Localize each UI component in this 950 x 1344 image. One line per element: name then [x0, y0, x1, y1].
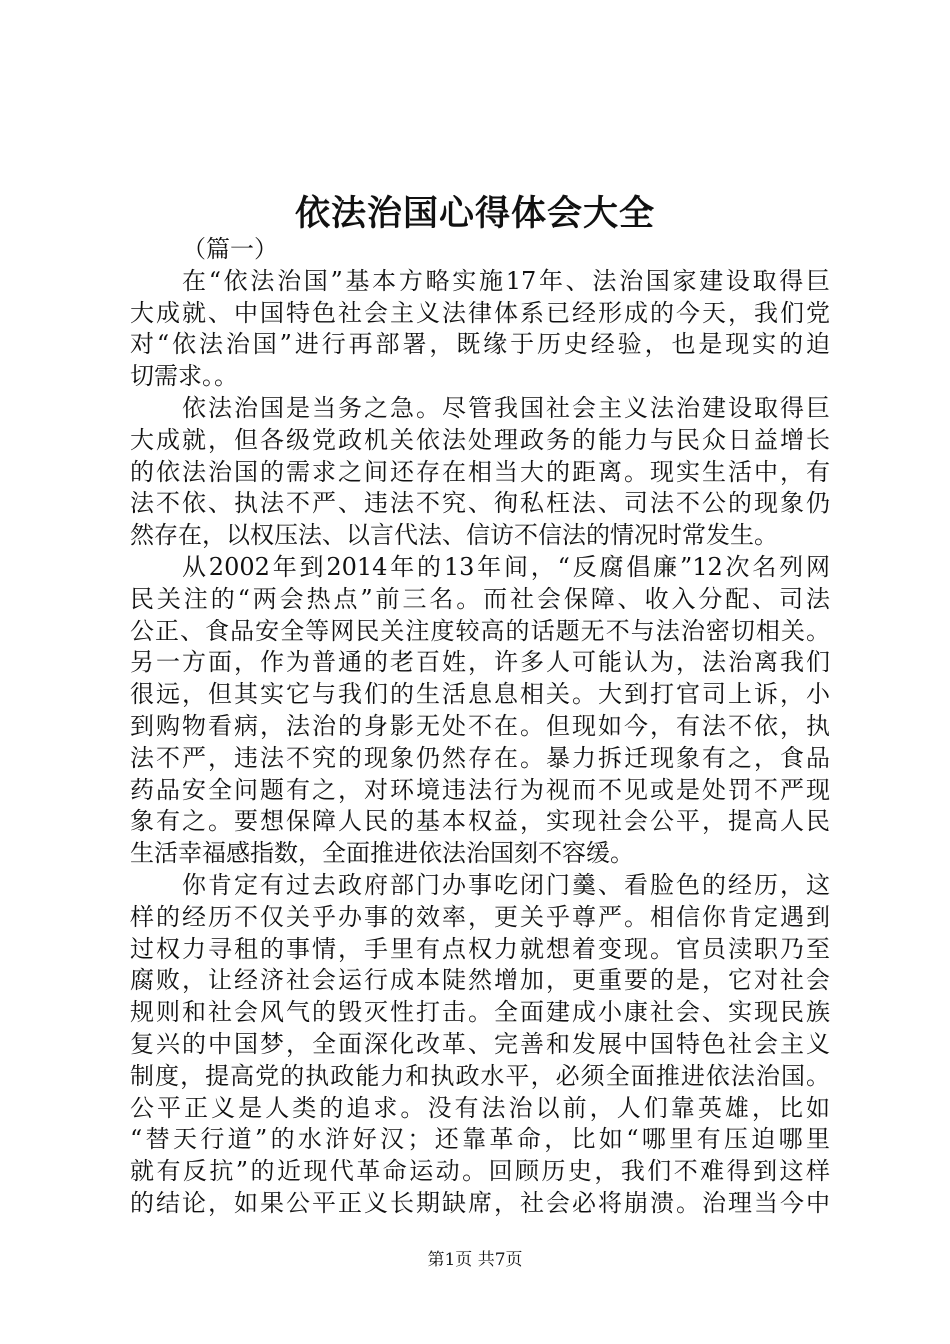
- text-line: 过权力寻租的事情，手里有点权力就想着变现。官员渎职乃至: [130, 934, 830, 963]
- text-line: 大成就、中国特色社会主义法律体系已经形成的今天，我们党: [130, 298, 830, 327]
- page-footer: 第1页 共7页: [427, 1250, 523, 1270]
- text-line: 法不依、执法不严、违法不究、徇私枉法、司法不公的现象仍: [130, 489, 830, 518]
- text-line: 到购物看病，法治的身影无处不在。但现如今，有法不依，执: [130, 711, 830, 740]
- text-line: 样的经历不仅关乎办事的效率，更关乎尊严。相信你肯定遇到: [130, 902, 830, 931]
- text-line: 你肯定有过去政府部门办事吃闭门羹、看脸色的经历，这: [182, 870, 830, 899]
- text-line: 在“依法治国”基本方略实施17年、法治国家建设取得巨: [182, 266, 830, 295]
- text-line: 另一方面，作为普通的老百姓，许多人可能认为，法治离我们: [130, 648, 830, 677]
- text-line: 对“依法治国”进行再部署，既缘于历史经验，也是现实的迫: [130, 330, 830, 359]
- text-line: 的结论，如果公平正义长期缺席，社会必将崩溃。治理当今中: [130, 1188, 830, 1217]
- text-line: 切需求。。: [130, 362, 238, 391]
- section-label: （篇一）: [182, 235, 278, 263]
- text-line: 的依法治国的需求之间还存在相当大的距离。现实生活中，有: [130, 457, 830, 486]
- text-line: 大成就，但各级党政机关依法处理政务的能力与民众日益增长: [130, 425, 830, 454]
- text-line: 很远，但其实它与我们的生活息息相关。大到打官司上诉，小: [130, 680, 830, 709]
- document-title: 依法治国心得体会大全: [294, 193, 655, 234]
- text-line: 民关注的“两会热点”前三名。而社会保障、收入分配、司法: [130, 584, 830, 613]
- text-line: 然存在，以权压法、以言代法、信访不信法的情况时常发生。: [130, 521, 778, 550]
- text-line: 就有反抗”的近现代革命运动。回顾历史，我们不难得到这样: [130, 1157, 830, 1186]
- text-line: 规则和社会风气的毁灭性打击。全面建成小康社会、实现民族: [130, 998, 830, 1027]
- text-line: 法不严，违法不究的现象仍然存在。暴力拆迁现象有之，食品: [130, 743, 830, 772]
- text-line: 生活幸福感指数，全面推进依法治国刻不容缓。: [130, 839, 634, 868]
- text-line: 公平正义是人类的追求。没有法治以前，人们靠英雄，比如: [130, 1093, 830, 1122]
- text-line: 制度，提高党的执政能力和执政水平，必须全面推进依法治国。: [130, 1061, 830, 1090]
- text-line: 药品安全问题有之，对环境违法行为视而不见或是处罚不严现: [130, 775, 830, 804]
- text-line: 复兴的中国梦，全面深化改革、完善和发展中国特色社会主义: [130, 1029, 830, 1058]
- paragraph-lines: [130, 266, 830, 1220]
- document-body: [130, 234, 830, 1220]
- text-line: 象有之。要想保障人民的基本权益，实现社会公平，提高人民: [130, 807, 830, 836]
- text-line: 依法治国是当务之急。尽管我国社会主义法治建设取得巨: [182, 393, 830, 422]
- text-line: 腐败，让经济社会运行成本陡然增加，更重要的是，它对社会: [130, 966, 830, 995]
- text-line: “替天行道”的水浒好汉；还靠革命，比如“哪里有压迫哪里: [130, 1125, 830, 1154]
- text-line: 公正、食品安全等网民关注度较高的话题无不与法治密切相关。: [130, 616, 830, 645]
- text-line: 从2002年到2014年的13年间，“反腐倡廉”12次名列网: [182, 552, 830, 581]
